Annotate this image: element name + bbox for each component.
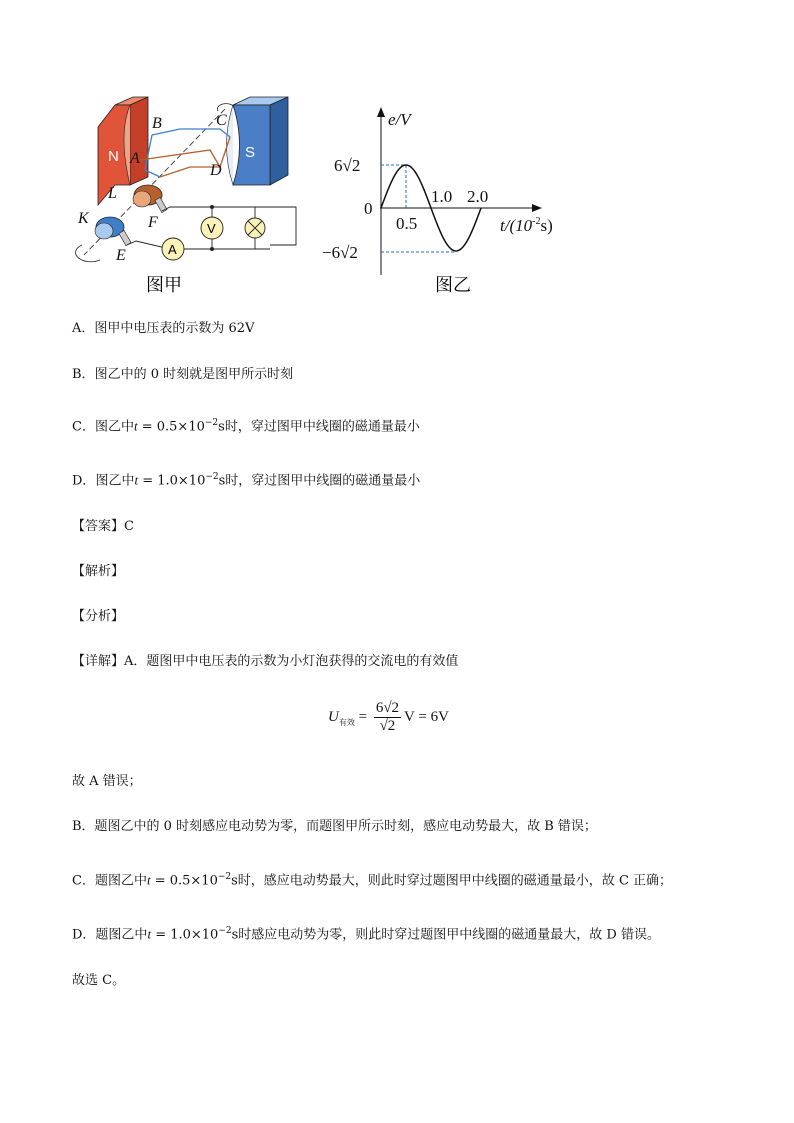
detail-c-line: [72, 868, 672, 890]
formula-num: 6√2: [375, 700, 400, 716]
detail-b-text: B．题图乙中的 0 时刻感应电动势为零，而题图甲所示时刻，感应电动势最大，故 B 错误；: [72, 819, 597, 834]
label-b: B: [152, 115, 162, 132]
tick-0-5: 0.5: [396, 214, 418, 233]
analysis-label: 【解析】: [72, 564, 125, 579]
option-d-var: t: [134, 472, 139, 488]
detail-a-line: [72, 653, 458, 671]
detail-c-post: s时，感应电动势最大，则此时穿过题图甲中线圈的磁通量最小，故 C 正确；: [231, 873, 673, 889]
detail-d-exp: −2: [218, 926, 232, 936]
option-c-var: t: [133, 418, 138, 434]
option-c-pre: 图乙中: [94, 419, 134, 435]
formula-unit: V: [404, 708, 415, 725]
label-d: D: [210, 162, 222, 179]
option-a: [72, 320, 254, 338]
option-d-eq: = 1.0×10: [138, 473, 206, 489]
detail-d-var: t: [147, 926, 152, 942]
option-d-exp: −2: [205, 472, 219, 482]
final-text: 故选 C。: [72, 973, 126, 988]
detail-d-pre: D．题图乙中: [72, 927, 148, 943]
figure-b-chart: [320, 95, 580, 300]
analysis-heading: [72, 563, 124, 581]
detail-d-line: [72, 922, 660, 944]
x-axis-label-unit: s): [540, 216, 553, 235]
formula-result: = 6V: [414, 708, 449, 725]
detail-a-conclusion-text: 故 A 错误；: [72, 774, 142, 789]
slip-ring-k: [95, 217, 124, 239]
answer-value: C: [124, 519, 134, 534]
x-axis-arrow: [532, 204, 542, 212]
answer-label: 【答案】: [72, 519, 125, 534]
option-a-text: 图甲中电压表的示数为 62V: [94, 321, 255, 336]
option-c-post: s时，穿过图甲中线圈的磁通量最小: [218, 419, 420, 435]
detail-c-pre: C．题图乙中: [72, 873, 147, 889]
option-b-text: 图乙中的 0 时刻就是图甲所示时刻: [94, 367, 294, 382]
y-axis-arrow: [377, 107, 385, 117]
detail-d-post: s时感应电动势为零，则此时穿过题图甲中线圈的磁通量最大，故 D 错误。: [231, 927, 660, 943]
label-s: S: [245, 144, 256, 161]
option-d: [72, 468, 420, 490]
formula-eq1: =: [358, 708, 368, 725]
origin-label: 0: [364, 199, 373, 218]
label-n: N: [108, 148, 119, 165]
final-line: [72, 972, 125, 990]
detail-label: 【详解】: [72, 654, 125, 669]
x-axis-label-exp: -2: [532, 216, 541, 227]
answer-line: [72, 518, 134, 536]
formula-lhs: U: [328, 708, 339, 725]
lamp: [245, 207, 265, 249]
option-d-post: s时，穿过图甲中线圈的磁通量最小: [218, 473, 421, 489]
label-l: L: [108, 185, 117, 202]
detail-c-eq: = 0.5×10: [150, 873, 218, 889]
figure-b-caption: 图乙: [435, 275, 471, 296]
fenxi-heading: [72, 608, 124, 626]
detail-d-eq: = 1.0×10: [151, 927, 219, 943]
option-c: [72, 414, 420, 436]
option-b: [72, 366, 293, 384]
detail-a-conclusion: [72, 773, 142, 791]
ammeter-label: A: [168, 242, 177, 257]
formula-sub: 有效: [338, 717, 355, 727]
label-a: A: [130, 150, 140, 167]
detail-c-exp: −2: [217, 872, 232, 882]
option-d-prefix: D．: [72, 473, 96, 489]
x-axis-label-main: t/(10: [500, 216, 533, 235]
option-a-prefix: A．: [72, 321, 95, 336]
option-d-pre: 图乙中: [95, 473, 135, 489]
voltmeter-label: V: [207, 221, 216, 236]
fenxi-label: 【分析】: [72, 609, 125, 624]
y-min-label: −6√2: [322, 243, 358, 262]
label-e: E: [116, 247, 126, 264]
figure-a-caption: 图甲: [146, 275, 182, 296]
formula-fraction: [374, 700, 401, 735]
option-b-prefix: B．: [72, 367, 95, 382]
option-c-eq: = 0.5×10: [137, 419, 205, 435]
option-c-exp: −2: [204, 418, 219, 428]
label-k: K: [78, 210, 89, 227]
detail-b-line: [72, 818, 597, 836]
tick-2-0: 2.0: [467, 187, 489, 206]
detail-c-var: t: [146, 872, 151, 888]
south-magnet: [227, 97, 289, 185]
formula-den: √2: [379, 718, 396, 734]
y-max-label: 6√2: [334, 156, 361, 175]
option-c-prefix: C．: [72, 419, 95, 435]
label-f: F: [148, 214, 158, 231]
x-axis-label: [500, 216, 553, 235]
label-c: C: [216, 112, 227, 129]
rms-formula: [328, 700, 449, 735]
y-axis-label: e/V: [388, 110, 411, 129]
tick-1-0: 1.0: [431, 187, 453, 206]
detail-a-text: A．题图甲中电压表的示数为小灯泡获得的交流电的有效值: [124, 654, 459, 669]
figure-a-generator: [70, 95, 300, 300]
